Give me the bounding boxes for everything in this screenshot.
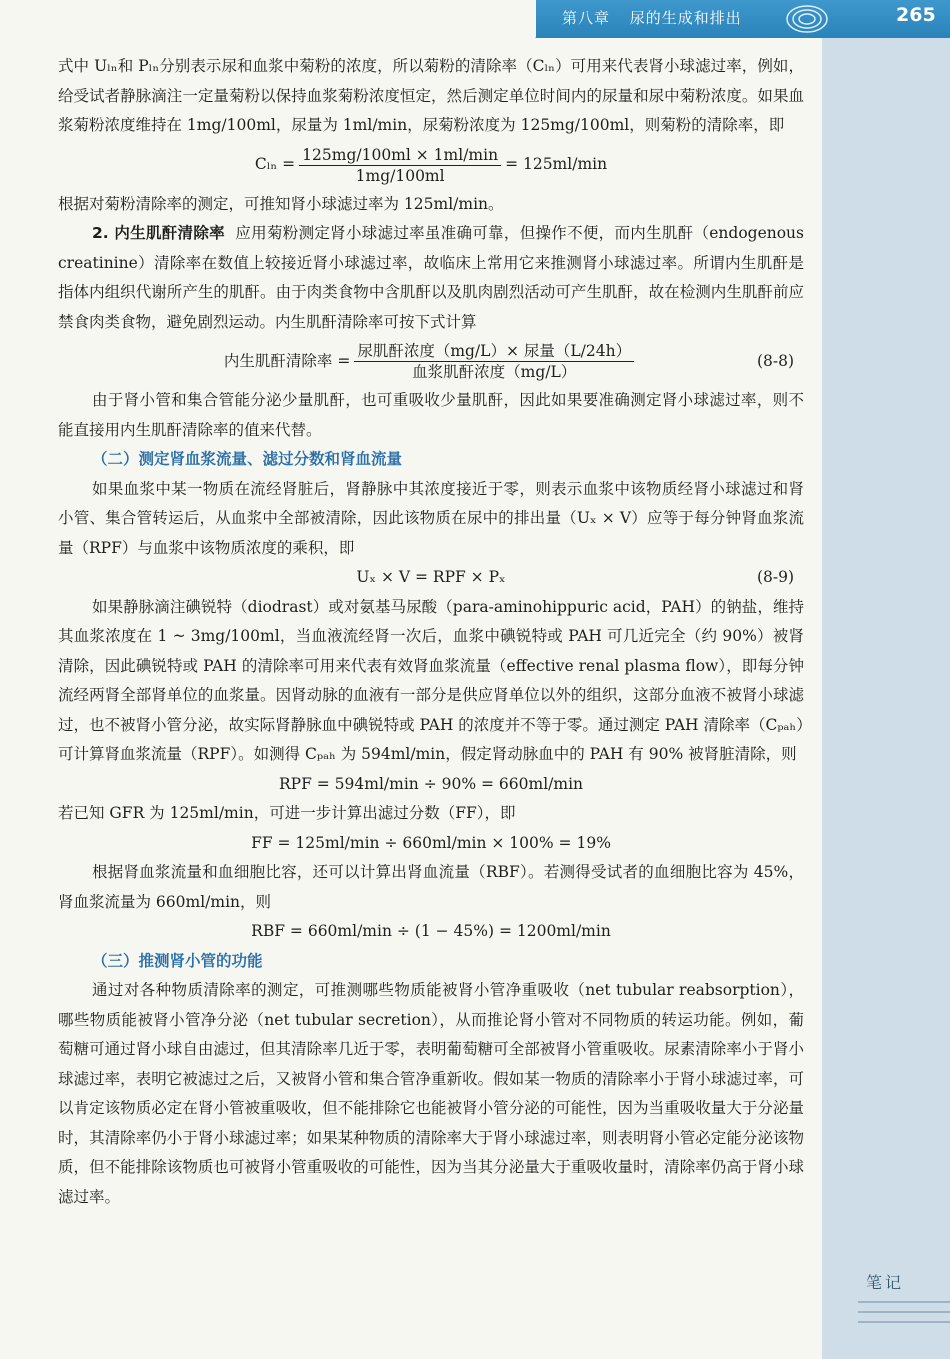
formula-rpf-value: RPF = 594ml/min ÷ 90% = 660ml/min: [278, 774, 584, 793]
paragraph-gfr-result: 根据对菊粉清除率的测定，可推知肾小球滤过率为 125ml/min。: [58, 194, 504, 213]
paragraph-ff: 若已知 GFR 为 125ml/min，可进一步计算出滤过分数（FF），即: [58, 804, 516, 822]
equation-number: (8-8): [756, 351, 794, 370]
formula-fraction: [354, 341, 634, 382]
formula-lhs: 内生肌酐清除率 =: [223, 351, 351, 370]
section-heading-rpf: （二）测定肾血浆流量、滤过分数和肾血流量: [92, 450, 403, 468]
paragraph-creatinine-text: 应用菊粉测定肾小球滤过率虽准确可靠，但操作不便，而内生肌酐（endogenous creatinine）清除率在数值上较接近肾小球滤过率，故临床上常用它来推测肾小球滤过率。所谓内生肌酐是指体内组织代谢所产生的肌酐。由于肉类食物中含肌酐以及肌肉剧烈活动可产生肌酐，故在检测内生肌酐前应禁食肉类食物，避免剧烈运动。内生肌酐清除率可按下式计算: [58, 224, 804, 331]
formula-denominator: 血浆肌酐浓度（mg/L）: [412, 363, 577, 381]
formula-lhs: Cₗₙ =: [254, 155, 296, 174]
section-heading-tubule: （三）推测肾小管的功能: [92, 951, 263, 970]
formula-fraction: [299, 145, 501, 186]
formula-denominator: 1mg/100ml: [355, 166, 445, 185]
section-heading-creatinine: 2. 内生肌酐清除率: [92, 224, 225, 242]
chapter-number: 第八章: [562, 9, 611, 27]
equation-number: (8-9): [756, 568, 794, 586]
page-number: 265: [896, 4, 936, 26]
paragraph-creatinine-note: 由于肾小管和集合管能分泌少量肌酐，也可重吸收少量肌酐，因此如果要准确测定肾小球滤过率，则不能直接用内生肌酐清除率的值来代替。: [58, 391, 804, 439]
paragraph-inulin: 式中 Uₗₙ和 Pₗₙ分别表示尿和血浆中菊粉的浓度，所以菊粉的清除率（Cₗₙ）可用来代表肾小球滤过率，例如，给受试者静脉滴注一定量菊粉以保持血浆菊粉浓度恒定，然后测定单位时间内的尿量和尿中菊粉浓度。如果血浆菊粉浓度维持在 1mg/100ml，尿量为 1ml/min，尿菊粉浓度为 125mg/100ml，则菊粉的清除率，即: [58, 57, 804, 134]
formula-numerator: 125mg/100ml × 1ml/min: [299, 145, 501, 166]
chapter-heading: [562, 7, 756, 28]
formula-rbf-value: RBF = 660ml/min ÷ (1 − 45%) = 1200ml/min: [251, 922, 611, 940]
paragraph-pah: 如果静脉滴注碘锐特（diodrast）或对氨基马尿酸（para-aminohippuric acid，PAH）的钠盐，维持其血浆浓度在 1 ~ 3mg/100ml，当血液流经肾一次后，血浆中碘锐特或 PAH 可几近完全（约 90%）被肾清除，因此碘锐特或 PAH 的清除率可用来代表有效肾血浆流量（effective renal plasma flow），即每分钟流经两肾全部肾单位的血浆量。因肾动脉的血液有一部分是供应肾单位以外的组织，这部分血液不被肾小球滤过，也不被肾小管分泌，故实际肾静脉血中碘锐特或 PAH 的浓度并不等于零。通过测定 PAH 清除率（Cₚₐₕ）可计算肾血浆流量（RPF）。如测得 Cₚₐₕ 为 594ml/min，假定肾动脉血中的 PAH 有 90% 被肾脏清除，则: [58, 597, 804, 763]
paragraph-creatinine: [58, 219, 804, 337]
header-white-area: [0, 0, 536, 40]
paragraph-tubule: 通过对各种物质清除率的测定，可推测哪些物质能被肾小管净重吸收（net tubular reabsorption），哪些物质能被肾小管净分泌（net tubular secretion），从而推论肾小管对不同物质的转运功能。例如，葡萄糖可通过肾小球自由滤过，但其清除率几近于零，表明葡萄糖可全部被肾小管重吸收。尿素清除率小于肾小球滤过率，表明它被滤过之后，又被肾小管和集合管净重新收。假如某一物质的清除率小于肾小球滤过率，可以肯定该物质必定在肾小管被重吸收，但不能排除它也能被肾小管分泌的可能性，因为当重吸收量大于分泌量时，其清除率仍小于肾小球滤过率；如果某种物质的清除率大于肾小球滤过率，则表明肾小管必定能分泌该物质，但不能排除该物质也可被肾小管重吸收的可能性，因为当其分泌量大于重吸收量时，清除率仍高于肾小球滤过率。: [58, 981, 804, 1206]
notes-lines-icon: [858, 1296, 950, 1336]
formula-rhs: = 125ml/min: [505, 155, 608, 174]
notes-label: 笔记: [866, 1273, 905, 1292]
formula-ff-value: FF = 125ml/min ÷ 660ml/min × 100% = 19%: [251, 833, 611, 852]
swirl-logo-icon: [784, 0, 830, 38]
formula-numerator: 尿肌酐浓度（mg/L）× 尿量（L/24h）: [354, 341, 634, 362]
formula-rpf: [58, 563, 804, 593]
notes-margin: [822, 38, 950, 1359]
formula-inulin-clearance: [58, 145, 804, 186]
page-body: [58, 52, 804, 1212]
chapter-title: 尿的生成和排出: [629, 9, 742, 27]
formula-creatinine-clearance: [58, 341, 804, 382]
paragraph-rbf: 根据肾血浆流量和血细胞比容，还可以计算出肾血流量（RBF）。若测得受试者的血细胞比容为 45%，肾血浆流量为 660ml/min，则: [58, 863, 804, 911]
paragraph-rpf: 如果血浆中某一物质在流经肾脏后，肾静脉中其浓度接近于零，则表示血浆中该物质经肾小球滤过和肾小管、集合管转运后，从血浆中全部被清除，因此该物质在尿中的排出量（Uₓ × V）应等于每分钟肾血浆流量（RPF）与血浆中该物质浓度的乘积，即: [58, 479, 804, 557]
formula-expression: Uₓ × V = RPF × Pₓ: [356, 568, 506, 586]
